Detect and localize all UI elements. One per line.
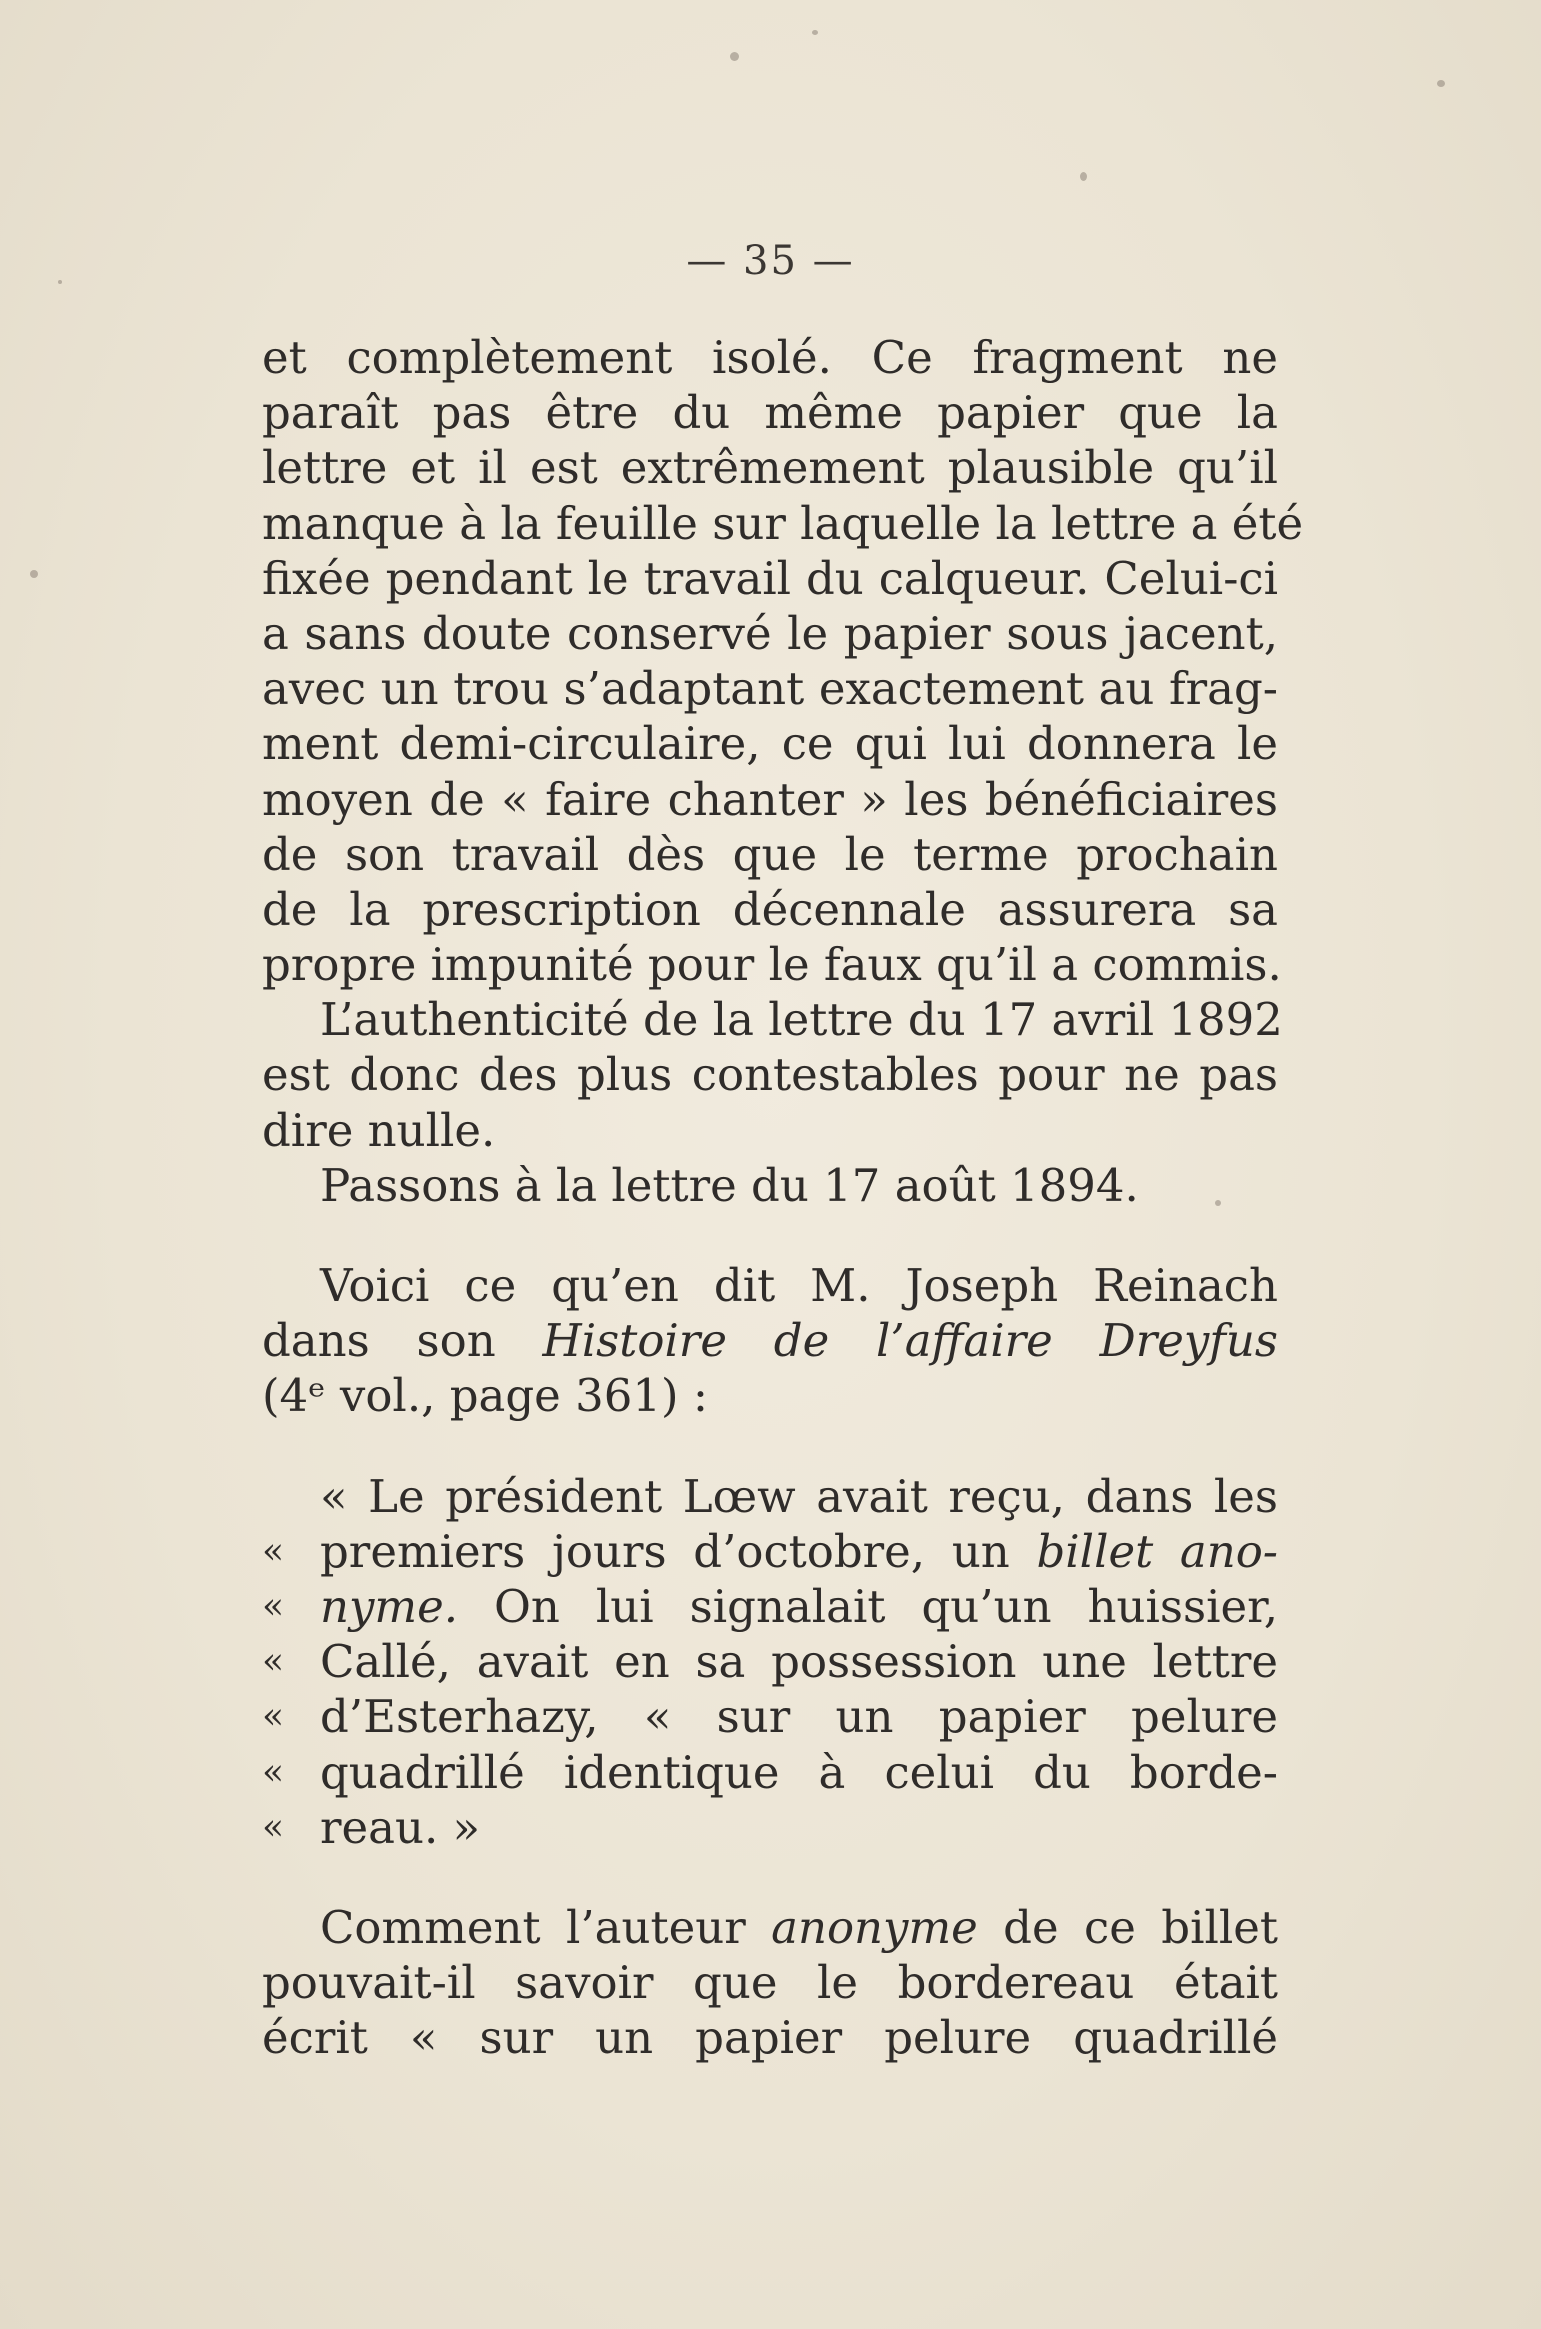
text-line: est donc des plus contestables pour ne pas — [262, 1048, 1278, 1102]
text-line — [262, 1900, 1278, 1955]
text-line: propre impunité pour le faux qu’il a commis. — [262, 938, 1282, 992]
quote-text: « Le président Lœw avait reçu, dans les — [320, 1469, 1278, 1523]
paragraph — [262, 330, 1304, 992]
italic-segment: anonyme — [771, 1900, 978, 1954]
text-segment: de ce billet — [977, 1900, 1278, 1954]
quote-mark: « — [262, 1585, 285, 1627]
quote-text — [320, 1579, 1278, 1634]
text-segment: Comment l’auteur — [320, 1900, 772, 1954]
text-line: pouvait-il savoir que le bordereau était — [262, 1956, 1278, 2010]
italic-segment: billet ano- — [1036, 1524, 1278, 1578]
quote-mark: « — [262, 1696, 285, 1738]
text-line: (4ᵉ vol., page 361) : — [262, 1369, 709, 1423]
paper-speck — [30, 570, 38, 578]
body-text — [262, 330, 1304, 2065]
text-line: ment demi-circulaire, ce qui lui donnera le — [262, 717, 1278, 771]
paper-speck — [812, 30, 818, 35]
text-line: de la prescription décennale assurera sa — [262, 882, 1278, 936]
text-line: de son travail dès que le terme prochain — [262, 827, 1278, 881]
text-line: L’authenticité de la lettre du 17 avril 1892 — [320, 993, 1283, 1047]
quote-line — [262, 1745, 1278, 1800]
quote-mark: « — [262, 1751, 285, 1793]
text-line: Passons à la lettre du 17 août 1894. — [320, 1158, 1139, 1212]
italic-segment: nyme. — [320, 1579, 459, 1633]
quote-text: d’Esterhazy, « sur un papier pelure — [320, 1690, 1278, 1744]
quote-text: reau. » — [320, 1800, 481, 1854]
quote-text — [320, 1524, 1278, 1579]
quote-mark: « — [262, 1806, 285, 1848]
text-line: dire nulle. — [262, 1103, 496, 1157]
text-segment: dans son — [262, 1314, 543, 1368]
text-line: paraît pas être du même papier que la — [262, 386, 1278, 440]
text-line — [262, 1313, 1278, 1368]
paragraph — [262, 992, 1283, 1158]
quote-line — [262, 1524, 1278, 1579]
text-line: écrit « sur un papier pelure quadrillé — [262, 2011, 1278, 2065]
quote-line — [262, 1579, 1278, 1634]
paragraph — [262, 1258, 1278, 1424]
block-quote — [262, 1469, 1278, 1855]
text-line: avec un trou s’adaptant exactement au frag- — [262, 662, 1278, 716]
quote-line — [262, 1800, 1278, 1855]
text-segment: On lui signalait qu’un huissier, — [494, 1579, 1278, 1633]
book-title: Histoire de l’affaire Dreyfus — [542, 1314, 1278, 1368]
paragraph — [262, 1158, 1278, 1213]
text-line: manque à la feuille sur laquelle la lettre a été — [262, 496, 1304, 550]
text-line: fixée pendant le travail du calqueur. Celui-ci — [262, 551, 1278, 605]
quote-mark: « — [262, 1530, 285, 1572]
quote-text: quadrillé identique à celui du borde- — [320, 1745, 1278, 1799]
paragraph — [262, 1900, 1278, 2066]
quote-line — [262, 1634, 1278, 1689]
paper-speck — [1080, 172, 1087, 181]
quote-text: Callé, avait en sa possession une lettre — [320, 1635, 1278, 1689]
quote-line — [262, 1469, 1278, 1524]
text-segment: premiers jours d’octobre, un — [320, 1524, 1010, 1578]
text-line: lettre et il est extrêmement plausible qu’il — [262, 441, 1278, 495]
quote-mark: « — [262, 1641, 285, 1683]
text-line: moyen de « faire chanter » les bénéficiaires — [262, 772, 1278, 826]
paper-speck — [1437, 80, 1445, 87]
text-line: a sans doute conservé le papier sous jacent, — [262, 606, 1278, 660]
paper-speck — [730, 52, 739, 61]
quote-line — [262, 1689, 1278, 1744]
text-line: et complètement isolé. Ce fragment ne — [262, 331, 1278, 384]
page-number: — 35 — — [686, 238, 855, 284]
text-line: Voici ce qu’en dit M. Joseph Reinach — [320, 1259, 1278, 1312]
